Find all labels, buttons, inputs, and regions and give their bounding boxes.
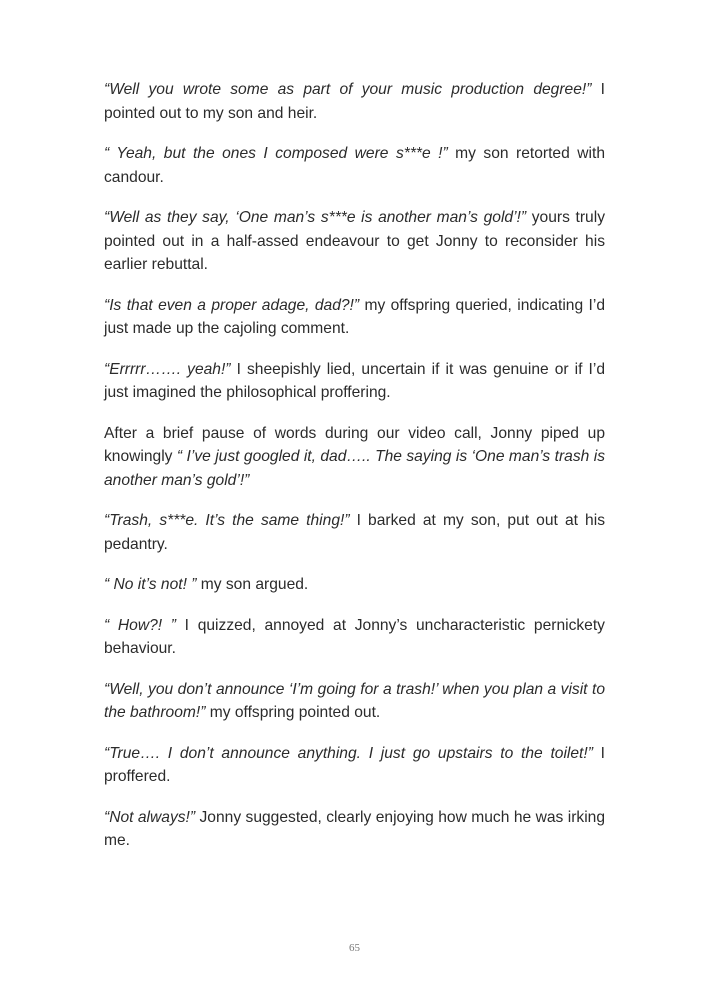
page-body	[104, 78, 605, 870]
paragraph	[104, 614, 605, 661]
dialogue-text: “ I’ve just googled it, dad….. The saying is ‘One man’s trash is another man’s gold’!”	[104, 448, 605, 489]
narration-text: Jonny suggested, clearly enjoying how much he was irking me.	[104, 808, 606, 849]
narration-text: yours truly pointed out in a half-assed endeavour to get Jonny to reconsider his earlier rebuttal.	[104, 209, 605, 273]
narration-text: my offspring pointed out.	[205, 704, 381, 721]
paragraph	[104, 742, 605, 789]
paragraph	[104, 294, 605, 341]
paragraph	[104, 206, 605, 277]
narration-text: my son retorted with candour.	[104, 145, 605, 186]
narration-text: I barked at my son, put out at his pedantry.	[104, 512, 605, 553]
narration-text: I pointed out to my son and heir.	[104, 81, 606, 122]
dialogue-text: “ How?! ”	[104, 616, 176, 634]
paragraph	[104, 678, 605, 725]
dialogue-text: “Trash, s***e. It’s the same thing!”	[104, 512, 350, 529]
page-number: 65	[349, 942, 360, 954]
dialogue-text: “Is that even a proper adage, dad?!”	[104, 296, 360, 314]
dialogue-text: “ No it’s not! ”	[104, 576, 197, 593]
narration-text: my offspring queried, indicating I’d just made up the cajoling comment.	[104, 296, 605, 337]
dialogue-text: “True…. I don’t announce anything. I just go upstairs to the toilet!”	[104, 744, 593, 762]
dialogue-text: “Not always!”	[104, 808, 196, 826]
dialogue-text: “Well you wrote some as part of your music production degree!”	[104, 81, 592, 98]
paragraph	[104, 78, 605, 125]
paragraph	[104, 573, 605, 597]
paragraph	[104, 509, 605, 556]
dialogue-text: “Well as they say, ‘One man’s s***e is another man’s gold’!”	[104, 209, 527, 226]
narration-text: After a brief pause of words during our video call, Jonny piped up knowingly	[104, 424, 605, 465]
paragraph	[104, 422, 605, 493]
narration-text: I proffered.	[104, 744, 606, 785]
narration-text: I sheepishly lied, uncertain if it was genuine or if I’d just imagined the philosophical proffering.	[104, 360, 606, 401]
paragraph	[104, 806, 605, 853]
paragraph	[104, 358, 605, 405]
narration-text: my son argued.	[196, 576, 309, 593]
dialogue-text: “Errrrr……. yeah!”	[104, 360, 231, 378]
narration-text: I quizzed, annoyed at Jonny’s uncharacteristic pernickety behaviour.	[104, 616, 605, 657]
dialogue-text: “Well, you don’t announce ‘I’m going for a trash!’ when you plan a visit to the bathroom!”	[104, 680, 605, 721]
paragraph	[104, 142, 605, 189]
dialogue-text: “ Yeah, but the ones I composed were s***e !”	[104, 145, 448, 162]
